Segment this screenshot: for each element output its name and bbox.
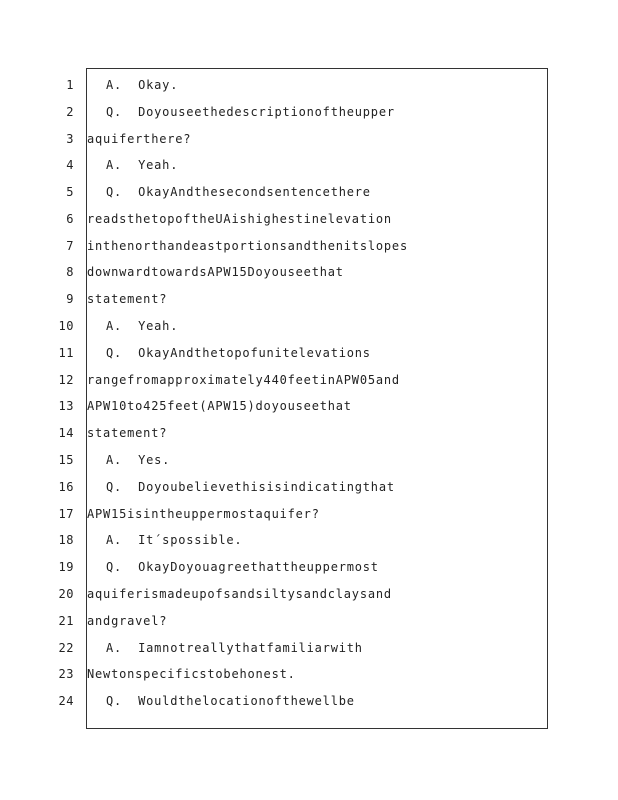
- transcript-line: Q. OkayAndthesecondsentencethere: [106, 185, 371, 199]
- transcript-line: andgravel?: [87, 614, 168, 628]
- transcript-line: statement?: [87, 292, 168, 306]
- transcript-line: inthenorthandeastportionsandthenitslopes: [87, 239, 408, 253]
- line-number: 5: [66, 185, 74, 199]
- line-number: 7: [66, 239, 74, 253]
- transcript-line: Newtonspecificstobehonest.: [87, 667, 296, 681]
- line-number: 2: [66, 105, 74, 119]
- line-number: 21: [58, 614, 74, 628]
- transcript-line: A. Yes.: [106, 453, 171, 467]
- transcript-line: APW10to425feet(APW15)doyouseethat: [87, 399, 352, 413]
- line-number: 23: [58, 667, 74, 681]
- line-number: 8: [66, 265, 74, 279]
- line-number: 3: [66, 132, 74, 146]
- line-number: 1: [66, 78, 74, 92]
- line-number: 19: [58, 560, 74, 574]
- line-number: 6: [66, 212, 74, 226]
- line-number: 22: [58, 641, 74, 655]
- transcript-line: A. Yeah.: [106, 319, 179, 333]
- transcript-line: A. Yeah.: [106, 158, 179, 172]
- line-number: 14: [58, 426, 74, 440]
- line-number: 4: [66, 158, 74, 172]
- transcript-line: Q. Doyoubelievethisisindicatingthat: [106, 480, 395, 494]
- transcript-line: Q. Doyouseethedescriptionoftheupper: [106, 105, 395, 119]
- line-number: 17: [58, 507, 74, 521]
- line-number: 10: [58, 319, 74, 333]
- transcript-line: downwardtowardsAPW15Doyouseethat: [87, 265, 344, 279]
- line-number: 9: [66, 292, 74, 306]
- transcript-line: readsthetopoftheUAishighestinelevation: [87, 212, 392, 226]
- transcript-line: rangefromapproximately440feetinAPW05and: [87, 373, 400, 387]
- line-number: 15: [58, 453, 74, 467]
- line-number: 13: [58, 399, 74, 413]
- transcript-line: APW15isintheuppermostaquifer?: [87, 507, 320, 521]
- line-number: 18: [58, 533, 74, 547]
- transcript-line: A. Iamnotreallythatfamiliarwith: [106, 641, 363, 655]
- transcript-line: A. It´spossible.: [106, 533, 243, 547]
- line-number: 12: [58, 373, 74, 387]
- transcript-line: A. Okay.: [106, 78, 179, 92]
- line-number: 11: [58, 346, 74, 360]
- line-number: 16: [58, 480, 74, 494]
- transcript-line: Q. Wouldthelocationofthewellbe: [106, 694, 355, 708]
- line-number: 24: [58, 694, 74, 708]
- line-number: 20: [58, 587, 74, 601]
- transcript-line: Q. OkayAndthetopofunitelevations: [106, 346, 371, 360]
- transcript-line: statement?: [87, 426, 168, 440]
- transcript-line: aquiferismadeupofsandsiltysandclaysand: [87, 587, 392, 601]
- transcript-line: Q. OkayDoyouagreethattheuppermost: [106, 560, 379, 574]
- transcript-line: aquiferthere?: [87, 132, 192, 146]
